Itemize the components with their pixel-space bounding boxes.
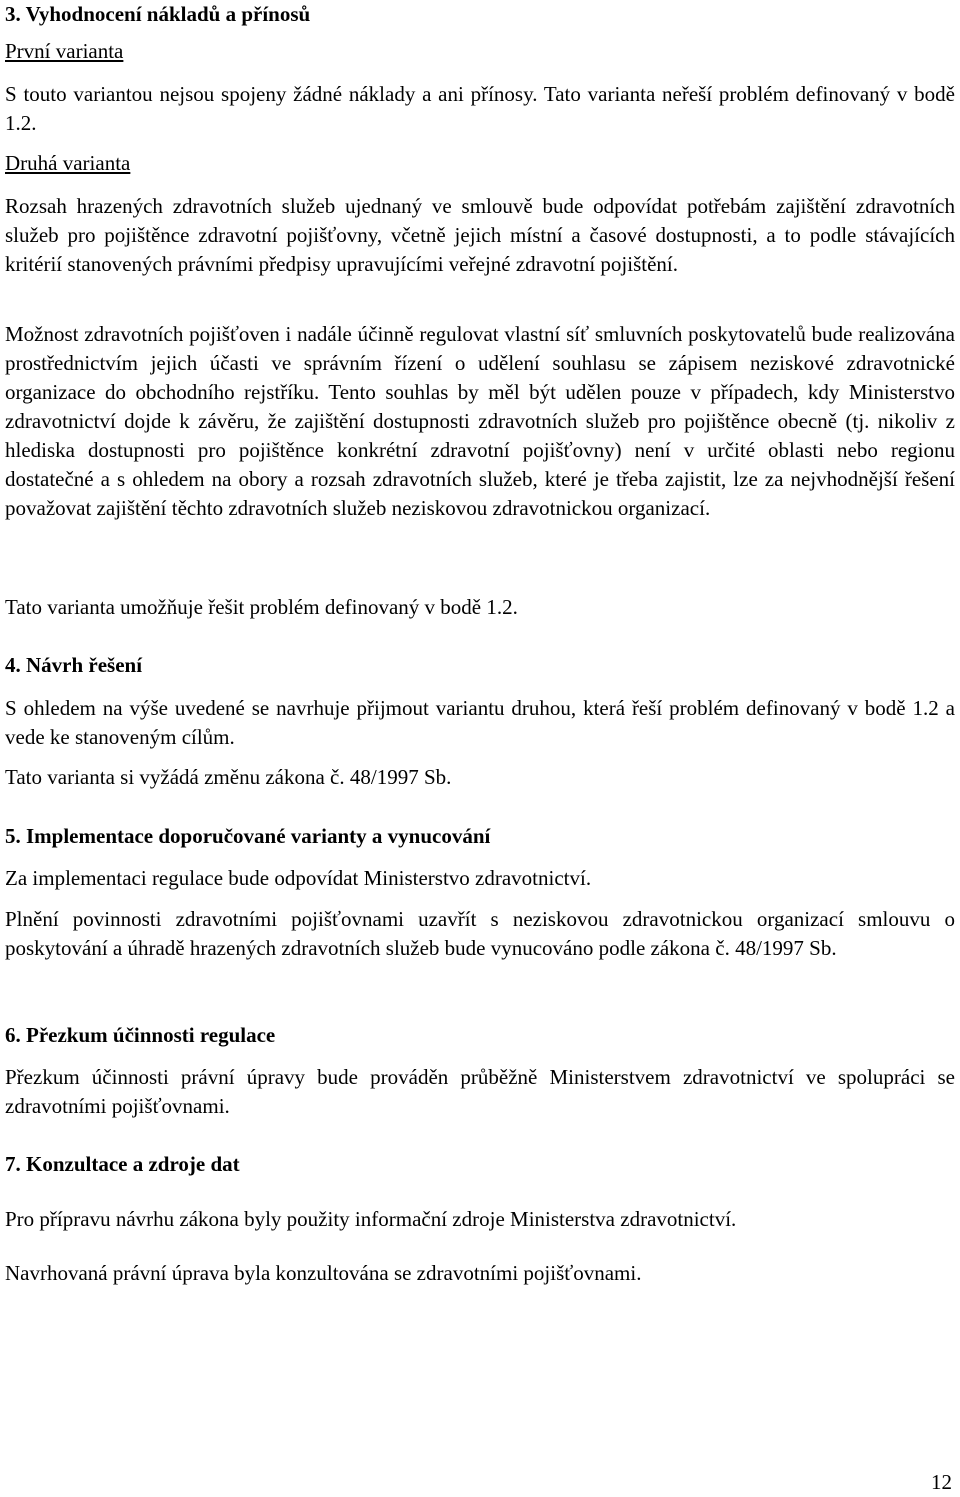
section-4 <box>5 651 955 680</box>
section-5-heading: 5. Implementace doporučované varianty a vynucování <box>5 824 491 848</box>
section-3-heading: 3. Vyhodnocení nákladů a přínosů <box>5 2 311 26</box>
section-5-p2-block <box>5 905 955 963</box>
section-7-paragraph-1: Pro přípravu návrhu zákona byly použity informační zdroje Ministerstva zdravotnictví. <box>5 1207 737 1231</box>
variant-1-text: S touto variantou nejsou spojeny žádné náklady a ani přínosy. Tato varianta neřeší problém definovaný v bodě 1.2. <box>5 82 955 135</box>
variant-2-p2-block <box>5 320 955 523</box>
section-6-paragraph-1: Přezkum účinnosti právní úpravy bude prováděn průběžně Ministerstvem zdravotnictví ve spolupráci se zdravotními pojišťovnami. <box>5 1065 955 1118</box>
section-7-p1-block <box>5 1205 955 1234</box>
section-5-paragraph-2: Plnění povinnosti zdravotními pojišťovnami uzavřít s neziskovou zdravotnickou organizací smlouvu o poskytování a úhradě hrazených zdravotních služeb bude vynucováno podle zákona č. 48/1997 Sb. <box>5 907 955 960</box>
variant-2-block <box>5 149 955 178</box>
section-4-paragraph-2: Tato varianta si vyžádá změnu zákona č. 48/1997 Sb. <box>5 765 452 789</box>
section-7-paragraph-2: Navrhovaná právní úprava byla konzultována se zdravotními pojišťovnami. <box>5 1261 642 1285</box>
section-6-p1-block <box>5 1063 955 1121</box>
section-7-p2-block <box>5 1259 955 1288</box>
section-5-p1-block <box>5 864 955 893</box>
section-5 <box>5 822 955 851</box>
section-4-p1-block <box>5 694 955 752</box>
variant-2-paragraph-2: Možnost zdravotních pojišťoven i nadále účinně regulovat vlastní síť smluvních poskytovatelů bude realizována prostřednictvím jejich účasti ve správním řízení o udělení souhlasu se zápisem neziskové zdravotnické organizace do obchodního rejstříku. Tento souhlas by měl být udělen pouze v případech, kdy Ministerstvo zdravotnictví dojde k závěru, že zajištění dostupnosti zdravotních služeb pro pojištěnce obecně (tj. nikoliv z hlediska dostupnosti pro pojištěnce konkrétní zdravotní pojišťovny) není v určité oblasti nebo regionu dostatečné a s ohledem na obory a rozsah zdravotních služeb, které je třeba zajistit, lze za nejvhodnější řešení považovat zajištění těchto zdravotních služeb neziskovou zdravotnickou organizací. <box>5 322 955 520</box>
section-3 <box>5 0 955 29</box>
section-7 <box>5 1150 955 1179</box>
section-7-heading: 7. Konzultace a zdroje dat <box>5 1152 240 1176</box>
section-5-paragraph-1: Za implementaci regulace bude odpovídat Ministerstvo zdravotnictví. <box>5 866 592 890</box>
variant-1-title: První varianta <box>5 39 124 63</box>
variant-1-text-block <box>5 80 955 138</box>
section-6 <box>5 1021 955 1050</box>
section-4-heading: 4. Návrh řešení <box>5 653 143 677</box>
variant-2-paragraph-3: Tato varianta umožňuje řešit problém definovaný v bodě 1.2. <box>5 595 518 619</box>
variant-2-paragraph-1: Rozsah hrazených zdravotních služeb ujednaný ve smlouvě bude odpovídat potřebám zajištění zdravotních služeb pro pojištěnce zdravotní pojišťovny, včetně jejich místní a časové dostupnosti, a to podle stávajících kritérií stanovených právními předpisy upravujícími veřejné zdravotní pojištění. <box>5 194 955 276</box>
section-4-p2-block <box>5 763 955 792</box>
variant-1-block <box>5 37 955 66</box>
variant-2-title: Druhá varianta <box>5 151 131 175</box>
section-4-paragraph-1: S ohledem na výše uvedené se navrhuje přijmout variantu druhou, která řeší problém definovaný v bodě 1.2 a vede ke stanoveným cílům. <box>5 696 955 749</box>
variant-2-p3-block <box>5 593 955 622</box>
section-6-heading: 6. Přezkum účinnosti regulace <box>5 1023 276 1047</box>
page-number: 12 <box>931 1470 952 1494</box>
variant-2-p1-block <box>5 192 955 279</box>
